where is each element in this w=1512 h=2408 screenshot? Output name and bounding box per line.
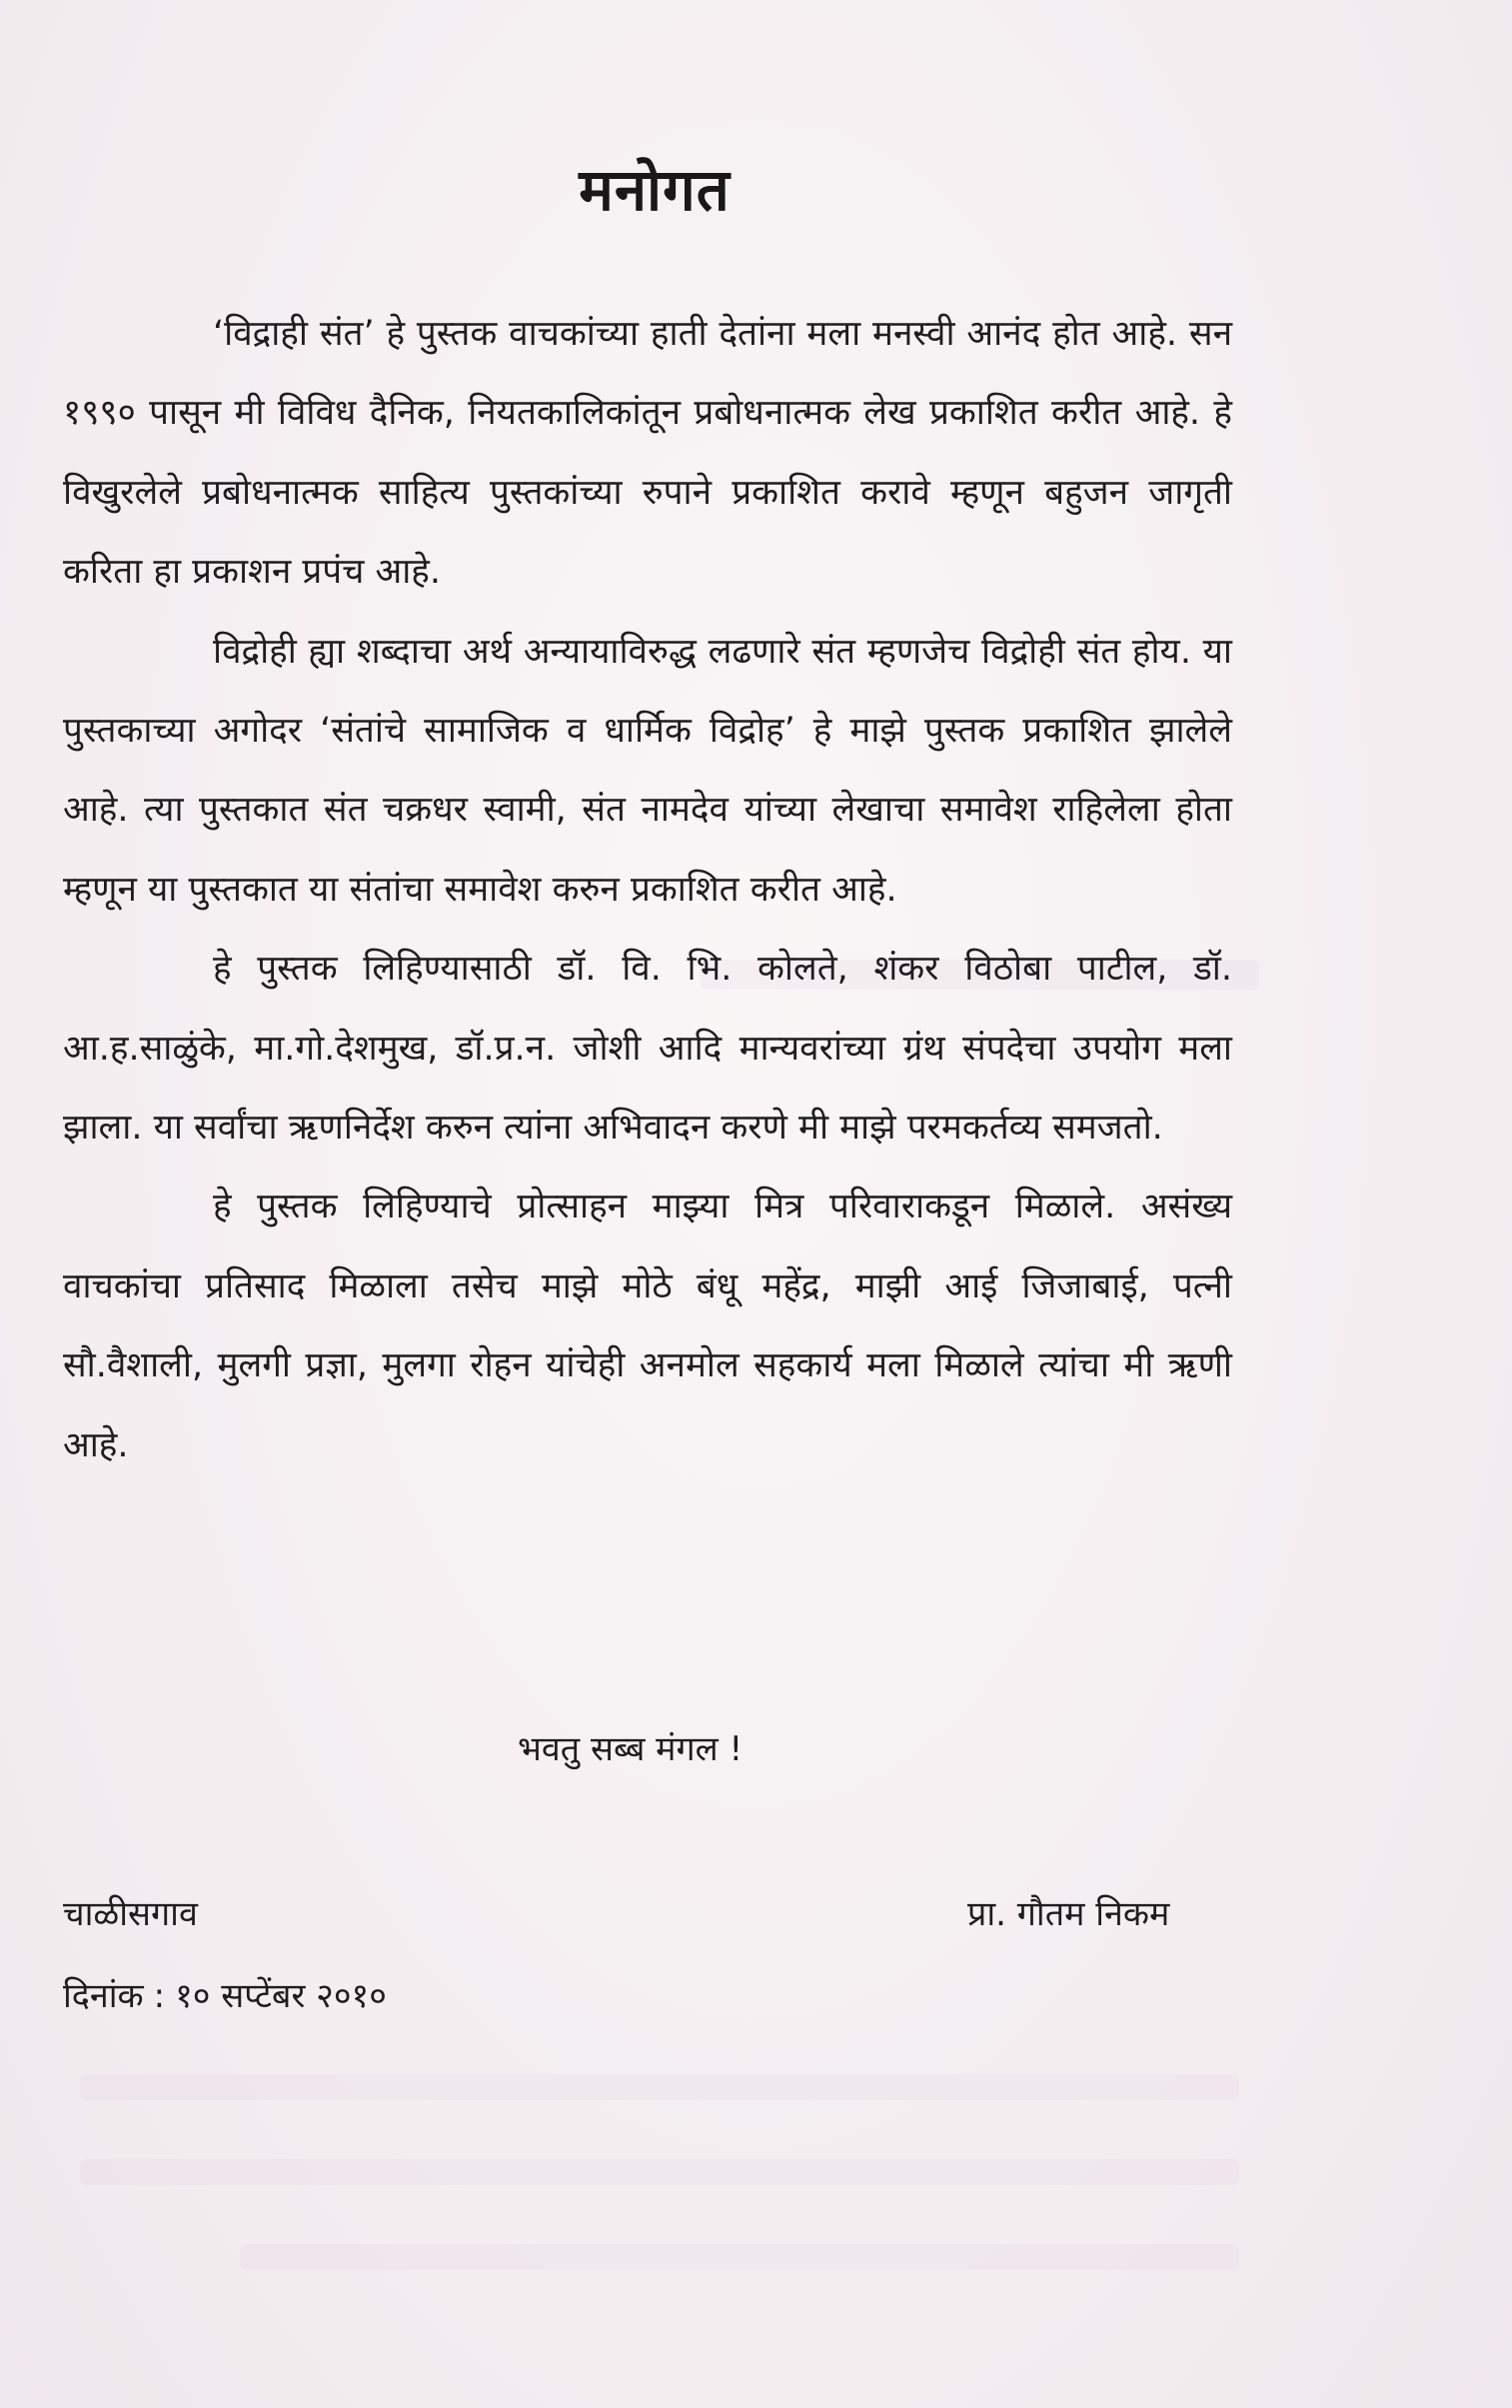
document-body <box>63 295 1232 1485</box>
paragraph: ‘विद्राही संत’ हे पुस्तक वाचकांच्या हाती देतांना मला मनस्वी आनंद होत आहे. सन १९९० पासून मी विविध दैनिक, नियतकालिकांतून प्रबोधनात्मक लेख प्रकाशित करीत आहे. हे विखुरलेले प्रबोधनात्मक साहित्य पुस्तकांच्या रुपाने प्रकाशित करावे म्हणून बहुजन जागृती करिता हा प्रकाशन प्रपंच आहे. <box>63 314 1232 593</box>
date-value: १० सप्टेंबर २०१० <box>175 1976 387 2016</box>
page-title: मनोगत <box>579 156 731 224</box>
paragraph: हे पुस्तक लिहिण्यासाठी डॉ. वि. भि. कोलते, शंकर विठोबा पाटील, डॉ. आ.ह.साळुंके, मा.गो.देशमुख, डॉ.प्र.न. जोशी आदि मान्यवरांच्या ग्रंथ संपदेचा उपयोग मला झाला. या सर्वांचा ऋणनिर्देश करुन त्यांना अभिवादन करणे मी माझे परमकर्तव्य समजतो. <box>63 949 1232 1149</box>
date-separator: : <box>153 1976 166 2016</box>
author-signature: प्रा. गौतम निकम <box>967 1894 1170 1934</box>
date-line <box>63 1966 387 2026</box>
show-through-ghost-text <box>240 2244 1239 2270</box>
blessing-line: भवतु सब्ब मंगल ! <box>518 1729 744 1769</box>
date-label: दिनांक <box>63 1976 144 2016</box>
show-through-ghost-text <box>80 2159 1239 2185</box>
place-name: चाळीसगाव <box>63 1894 198 1934</box>
paragraph: विद्रोही ह्या शब्दाचा अर्थ अन्यायाविरुद्ध लढणारे संत म्हणजेच विद्रोही संत होय. या पुस्तकाच्या अगोदर ‘संतांचे सामाजिक व धार्मिक विद्रोह’ हे माझे पुस्तक प्रकाशित झालेले आहे. त्या पुस्तकात संत चक्रधर स्वामी, संत नामदेव यांच्या लेखाचा समावेश राहिलेला होता म्हणून या पुस्तकात या संतांचा समावेश करुन प्रकाशित करीत आहे. <box>63 631 1232 910</box>
show-through-ghost-text <box>80 2074 1239 2100</box>
paragraph: हे पुस्तक लिहिण्याचे प्रोत्साहन माझ्या मित्र परिवाराकडून मिळाले. असंख्य वाचकांचा प्रतिसाद मिळाला तसेच माझे मोठे बंधू महेंद्र, माझी आई जिजाबाई, पत्नी सौ.वैशाली, मुलगी प्रज्ञा, मुलगा रोहन यांचेही अनमोल सहकार्य मला मिळाले त्यांचा मी ऋणी आहे. <box>63 1187 1232 1465</box>
